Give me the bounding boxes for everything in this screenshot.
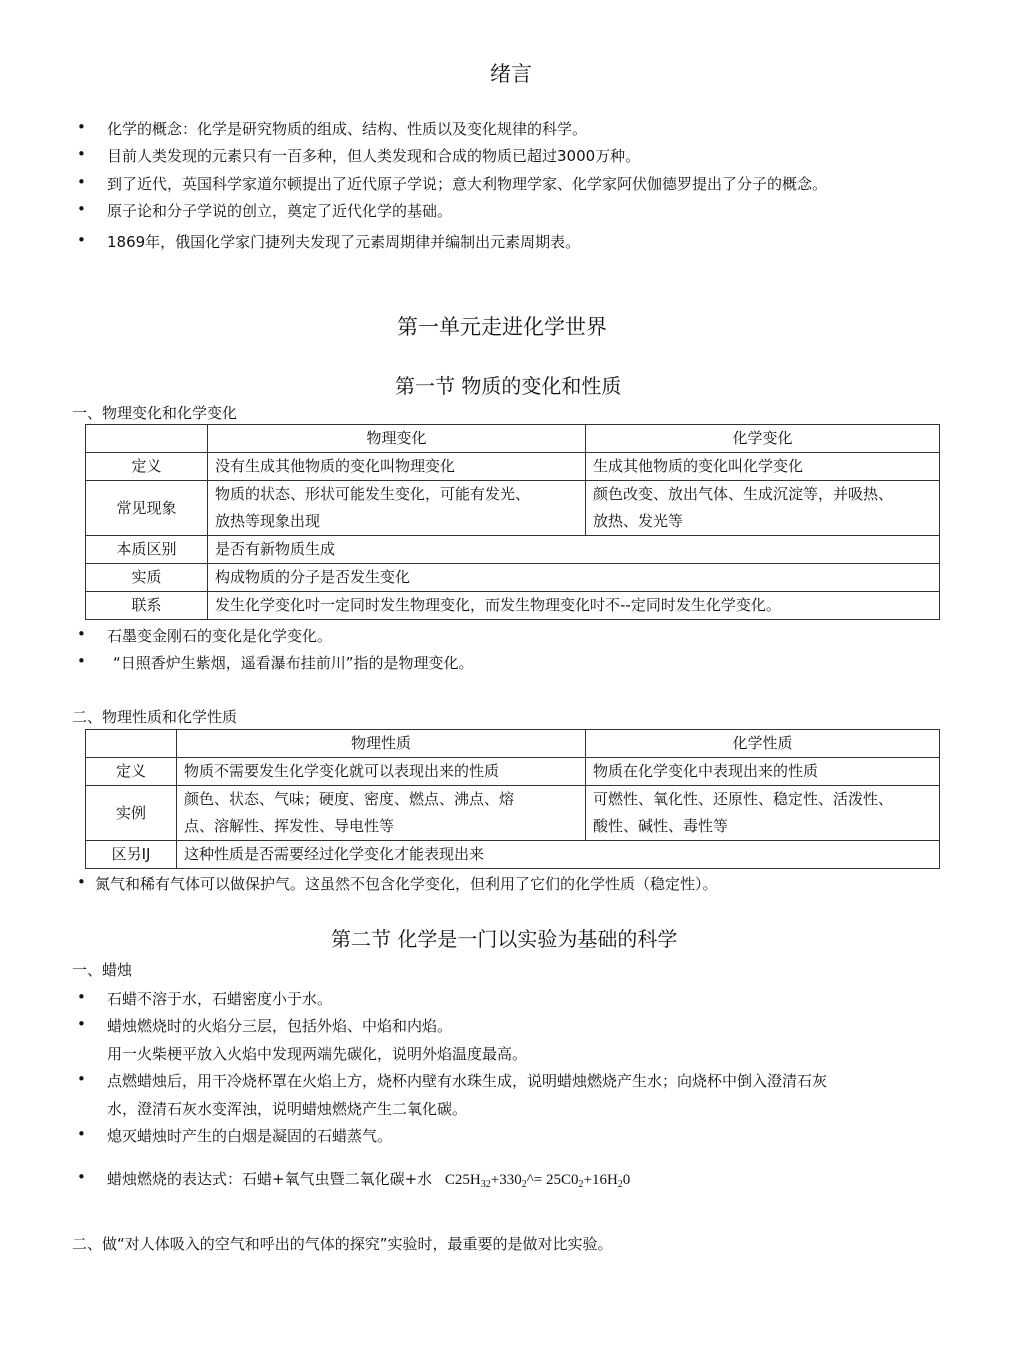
table-cell: 发生化学变化吋一定同时发生物理变化，而发生物理变化吋不--定同时发生化学变化。 — [208, 592, 940, 620]
list-item-continuation: 水，澄清石灰水变浑浊，说明蜡烛燃烧产生二氧化碳。 — [107, 1100, 468, 1118]
list-item-text: 石墨变金刚石的变化是化学变化。 — [107, 627, 333, 645]
table-header-cell — [86, 425, 208, 453]
cell-line: 颜色、状态、气味；硬度、密度、燃点、沸点、熔 — [184, 790, 515, 808]
row-label: 定义 — [86, 758, 177, 786]
section-heading: 二、做“对人体吸入的空气和呼出的气体的探究”实验时，最重要的是做对比实验。 — [72, 1235, 613, 1253]
table-cell: 这种性质是否需要经过化学变化才能表现出来 — [177, 841, 940, 869]
table-row — [86, 453, 940, 481]
section-heading: 二、物理性质和化学性质 — [72, 708, 238, 726]
bullet-icon: • — [77, 873, 86, 891]
bullet-icon: • — [77, 231, 86, 249]
table-row — [86, 841, 940, 869]
table-cell: 没有生成其他物质的变化叫物理变化 — [208, 453, 586, 481]
table-header-cell: 化学变化 — [586, 425, 940, 453]
table-row — [86, 592, 940, 620]
cell-line: 放热、发光等 — [593, 512, 684, 530]
table-header-row — [86, 425, 940, 453]
table-cell — [177, 786, 586, 841]
list-item-continuation: 用一火柴梗平放入火焰中发现两端先碳化，说明外焰温度最高。 — [107, 1045, 528, 1063]
bullet-icon: • — [77, 625, 86, 643]
list-item-text: 蜡烛燃烧时的火焰分三层，包括外焰、中焰和内焰。 — [107, 1017, 453, 1035]
table-header-cell: 化学性质 — [586, 730, 940, 758]
row-label: 常见现象 — [86, 481, 208, 536]
table-header-row — [86, 730, 940, 758]
bullet-icon: • — [77, 652, 86, 670]
section-heading: 一、蜡烛 — [72, 961, 133, 979]
unit-title: 第一单元走进化学世界 — [397, 315, 607, 339]
cell-line: 颜色改变、放出气体、生成沉淀等，并吸热、 — [593, 485, 894, 503]
table-row — [86, 481, 940, 536]
list-item-text: 氮气和稀有气体可以做保护气。这虽然不包含化学变化，但利用了它们的化学性质（稳定性）。 — [95, 875, 718, 893]
row-label: 实例 — [86, 786, 177, 841]
row-label: 本质区别 — [86, 536, 208, 564]
expression-text — [107, 1168, 630, 1190]
section-title: 第一节 物质的变化和性质 — [395, 374, 622, 398]
list-item-text: 原子论和分子学说的创立，奠定了近代化学的基础。 — [107, 202, 453, 220]
table-header-cell: 物理变化 — [208, 425, 586, 453]
bullet-icon: • — [77, 1070, 86, 1088]
property-table — [85, 729, 940, 869]
table-cell — [208, 481, 586, 536]
list-item-text: 点燃蜡烛后，用干冷烧杯罩在火焰上方，烧杯内壁有水珠生成，说明蜡烛燃烧产生水；向烧杯中倒入澄清石灰 — [107, 1072, 828, 1090]
table-cell: 物质不需要发生化学变化就可以表现出来的性质 — [177, 758, 586, 786]
cell-line: 放热等现象出现 — [215, 512, 321, 530]
bullet-icon: • — [77, 200, 86, 218]
cell-line: 酸性、碱性、毒性等 — [593, 817, 729, 835]
list-item-text: 熄灭蜡烛时产生的白烟是凝固的石蜡蒸气。 — [107, 1127, 393, 1145]
list-item-text: “日照香炉生紫烟，遥看瀑布挂前川”指的是物理变化。 — [113, 654, 474, 672]
list-item-text: 到了近代，英国科学家道尔顿提出了近代原子学说；意大利物理学家、化学家阿伏伽德罗提出了分子的概念。 — [107, 175, 828, 193]
list-item-text: 1869年，俄国化学家门捷列夫发现了元素周期律并编制出元素周期表。 — [107, 233, 581, 251]
section-title: 第二节 化学是一门以实验为基础的科学 — [331, 927, 678, 951]
table-header-cell: 物理性质 — [177, 730, 586, 758]
table-header-cell — [86, 730, 177, 758]
row-label: 区另IJ — [86, 841, 177, 869]
table-cell: 物质在化学变化中表现出来的性质 — [586, 758, 940, 786]
list-item-text: 目前人类发现的元素只有一百多种，但人类发现和合成的物质已超过3000万种。 — [107, 147, 641, 165]
row-label: 实质 — [86, 564, 208, 592]
bullet-icon: • — [77, 1015, 86, 1033]
list-item-text: 石蜡不溶于水，石蜡密度小于水。 — [107, 990, 333, 1008]
list-item-text: 化学的概念：化学是研究物质的组成、结构、性质以及变化规律的科学。 — [107, 120, 588, 138]
table-row — [86, 786, 940, 841]
table-row — [86, 536, 940, 564]
row-label: 联系 — [86, 592, 208, 620]
chemical-formula: $C25H_{32}+330_2\^{}= 25C0_2+16H_20$ — [444, 1172, 631, 1190]
bullet-icon: • — [77, 173, 86, 191]
bullet-icon: • — [77, 1168, 86, 1186]
expression-prefix: 蜡烛燃烧的表达式：石蜡+氧气虫暨二氧化碳+水 — [107, 1170, 433, 1188]
table-cell: 生成其他物质的变化叫化学变化 — [586, 453, 940, 481]
table-cell — [586, 481, 940, 536]
table-cell — [586, 786, 940, 841]
table-cell: 构成物质的分子是否发生变化 — [208, 564, 940, 592]
cell-line: 可燃性、氧化性、还原性、稳定性、活泼性、 — [593, 790, 894, 808]
intro-title: 绪言 — [490, 62, 532, 86]
section-heading: 一、物理变化和化学变化 — [72, 404, 238, 422]
cell-line: 点、溶解性、挥发性、导电性等 — [184, 817, 395, 835]
bullet-icon: • — [77, 988, 86, 1006]
bullet-icon: • — [77, 118, 86, 136]
row-label: 定义 — [86, 453, 208, 481]
table-row — [86, 564, 940, 592]
change-table — [85, 424, 940, 620]
table-row — [86, 758, 940, 786]
bullet-icon: • — [77, 145, 86, 163]
bullet-icon: • — [77, 1125, 86, 1143]
table-cell: 是否有新物质生成 — [208, 536, 940, 564]
cell-line: 物质的状态、形状可能发生变化，可能有发光、 — [215, 485, 531, 503]
